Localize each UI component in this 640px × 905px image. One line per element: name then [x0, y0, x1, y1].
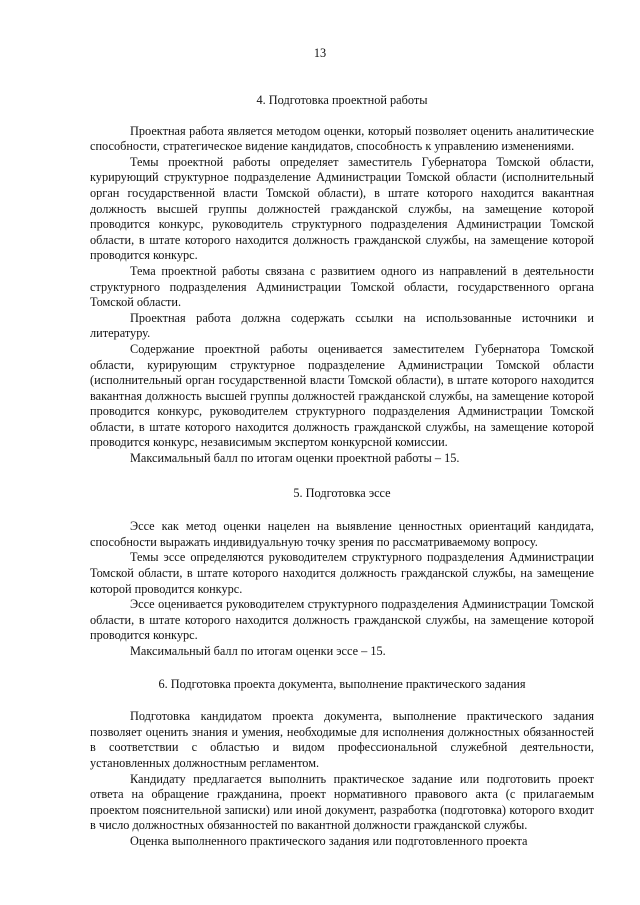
paragraph: Проектная работа должна содержать ссылки на использованные источники и литературу.: [90, 310, 594, 341]
section-heading: 5. Подготовка эссе: [293, 485, 391, 500]
section-heading: 6. Подготовка проекта документа, выполнение практического задания: [158, 676, 526, 691]
paragraph: Оценка выполненного практического задания или подготовленного проекта: [130, 833, 528, 848]
paragraph: Содержание проектной работы оценивается заместителем Губернатора Томской области, курирующим структурное подразделение Администрации Томской области (исполнительный орган государственной власти Томской области), в штате которого находится вакантная должность высшей группы должностей гражданской службы, на замещение которой проводится конкурс, руководителем структурного подразделения Администрации Томской области, в штате которого находится должность гражданской службы, на замещение которой проводится конкурс, независимым экспертом конкурсной комиссии.: [90, 341, 594, 450]
paragraph: Кандидату предлагается выполнить практическое задание или подготовить проект ответа на обращение гражданина, проект нормативного правового акта (с прилагаемым проектом пояснительной записки) или иной документ, разработка (подготовка) которого входит в число должностных обязанностей по вакантной должности гражданской службы.: [90, 771, 594, 833]
paragraph: Максимальный балл по итогам оценки проектной работы – 15.: [130, 451, 460, 466]
paragraph: Проектная работа является методом оценки, который позволяет оценить аналитические способности, стратегическое видение кандидатов, способность к управлению изменениями.: [90, 123, 594, 154]
paragraph: Эссе оценивается руководителем структурного подразделения Администрации Томской области, в штате которого находится должность гражданской службы, на замещение которой проводится конкурс.: [90, 597, 594, 643]
paragraph: Подготовка кандидатом проекта документа, выполнение практического задания позволяет оценить знания и умения, необходимые для исполнения должностных обязанностей в соответствии с областью и видом профессиональной служебной деятельности, установленных должностным регламентом.: [90, 709, 594, 770]
document-body: [90, 93, 594, 850]
paragraph: Тема проектной работы связана с развитием одного из направлений в деятельности структурного подразделения Администрации Томской области, государственного органа Томской области.: [90, 263, 594, 310]
paragraph: Максимальный балл по итогам оценки эссе – 15.: [130, 644, 386, 658]
paragraph: Темы проектной работы определяет заместитель Губернатора Томской области, курирующий структурное подразделение Администрации Томской области (исполнительный орган государственной власти Томской области), в штате которого находится вакантная должность высшей группы должностей гражданской службы, на замещение которой проводится конкурс, руководитель структурного подразделения Администрации Томской области, в штате которого находится должность гражданской службы, на замещение которой проводится конкурс.: [90, 154, 594, 263]
paragraph: Темы эссе определяются руководителем структурного подразделения Администрации Томской области, в штате которого находится должность гражданской службы, на замещение которой проводится конкурс.: [90, 550, 594, 596]
section-heading: 4. Подготовка проектной работы: [256, 93, 428, 107]
page-number: 13: [313, 46, 327, 60]
paragraph: Эссе как метод оценки нацелен на выявление ценностных ориентаций кандидата, способности выражать индивидуальную точку зрения по рассматриваемому вопросу.: [90, 519, 594, 549]
